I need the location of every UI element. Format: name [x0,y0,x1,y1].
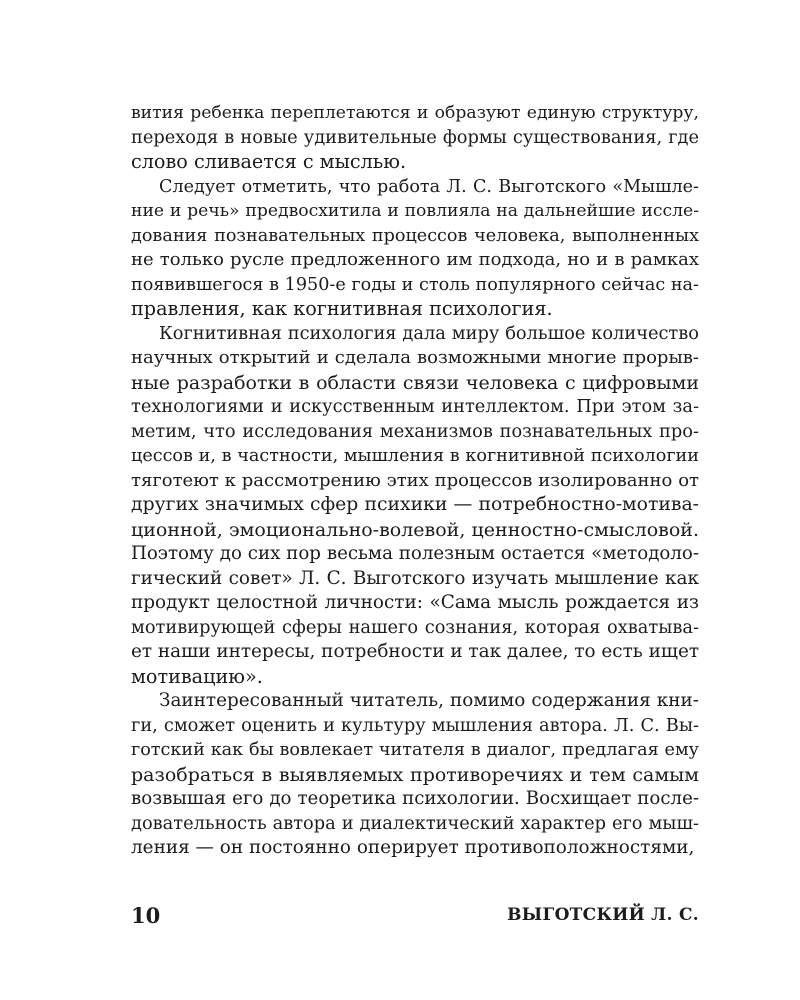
text-line: ные разработки в области связи человека с цифровыми [131,371,699,394]
text-line: готский как бы вовлекает читателя в диалог, предлагая ему [131,740,699,760]
page-number: 10 [131,903,161,928]
text-line: технологиями и искусственным интеллектом. При этом за- [131,396,699,417]
text-line: ления — он постоянно оперирует противоположностями, [131,837,695,858]
text-line: не только русле предложенного им подхода, но и в рамках [131,249,699,270]
text-line: ционной, эмоционально-волевой, ценностно-смысловой. [131,518,699,541]
text-line: возвышая его до теоретика психологии. Восхищает после- [131,788,699,809]
text-line: продукт целостной личности: «Сама мысль рождается из [131,592,699,613]
text-line: довательность автора и диалектический характер его мыш- [131,812,699,834]
paragraph [131,101,699,175]
text-line: ги, сможет оценить и культуру мышления автора. Л. С. Вы- [131,714,699,736]
text-line: мотивирующей сферы нашего сознания, которая охватыва- [131,616,699,638]
text-line: Заинтересованный читатель, помимо содержания кни- [159,690,699,711]
paragraph [131,322,699,690]
text-line: других значимых сфер психики — потребностно-мотива- [131,494,699,515]
text-line: цессов и, в частности, мышления в когнитивной психологии [131,446,699,466]
text-line: разобраться в выявляемых противоречиях и тем самым [131,763,699,786]
paragraph [131,689,699,861]
text-line: появившегося в 1950-е годы и столь популярного сейчас на- [131,274,699,295]
text-line: гический совет» Л. С. Выготского изучать мышление как [131,567,699,589]
body-text [131,101,699,861]
text-line: научных открытий и сделала возможными многие прорыв- [131,347,699,368]
text-line: ние и речь» предвосхитила и повлияла на дальнейшие иссле- [131,201,699,221]
text-line: переходя в новые удивительные формы существования, где [131,126,699,148]
text-line: вития ребенка переплетаются и образуют единую структуру, [131,103,699,123]
text-line: Когнитивная психология дала миру большое количество [159,322,699,344]
paragraph [131,175,699,322]
text-line: Поэтому до сих пор весьма полезным остается «методоло- [131,543,699,564]
text-line: правления, как когнитивная психология. [131,297,553,320]
running-head: ВЫГОТСКИЙ Л. С. [507,905,699,925]
text-line: тяготеют к рассмотрению этих процессов изолированно от [131,469,699,491]
text-line: ет наши интересы, потребности и так далее, то есть ищет [131,641,700,662]
text-line: метим, что исследования механизмов познавательных про- [131,420,699,442]
text-line: Следует отметить, что работа Л. С. Выготского «Мышле- [159,176,699,197]
text-line: дования познавательных процессов человека, выполненных [131,225,699,246]
text-line: слово сливается с мыслью. [131,150,407,173]
text-line: мотивацию». [131,664,263,688]
